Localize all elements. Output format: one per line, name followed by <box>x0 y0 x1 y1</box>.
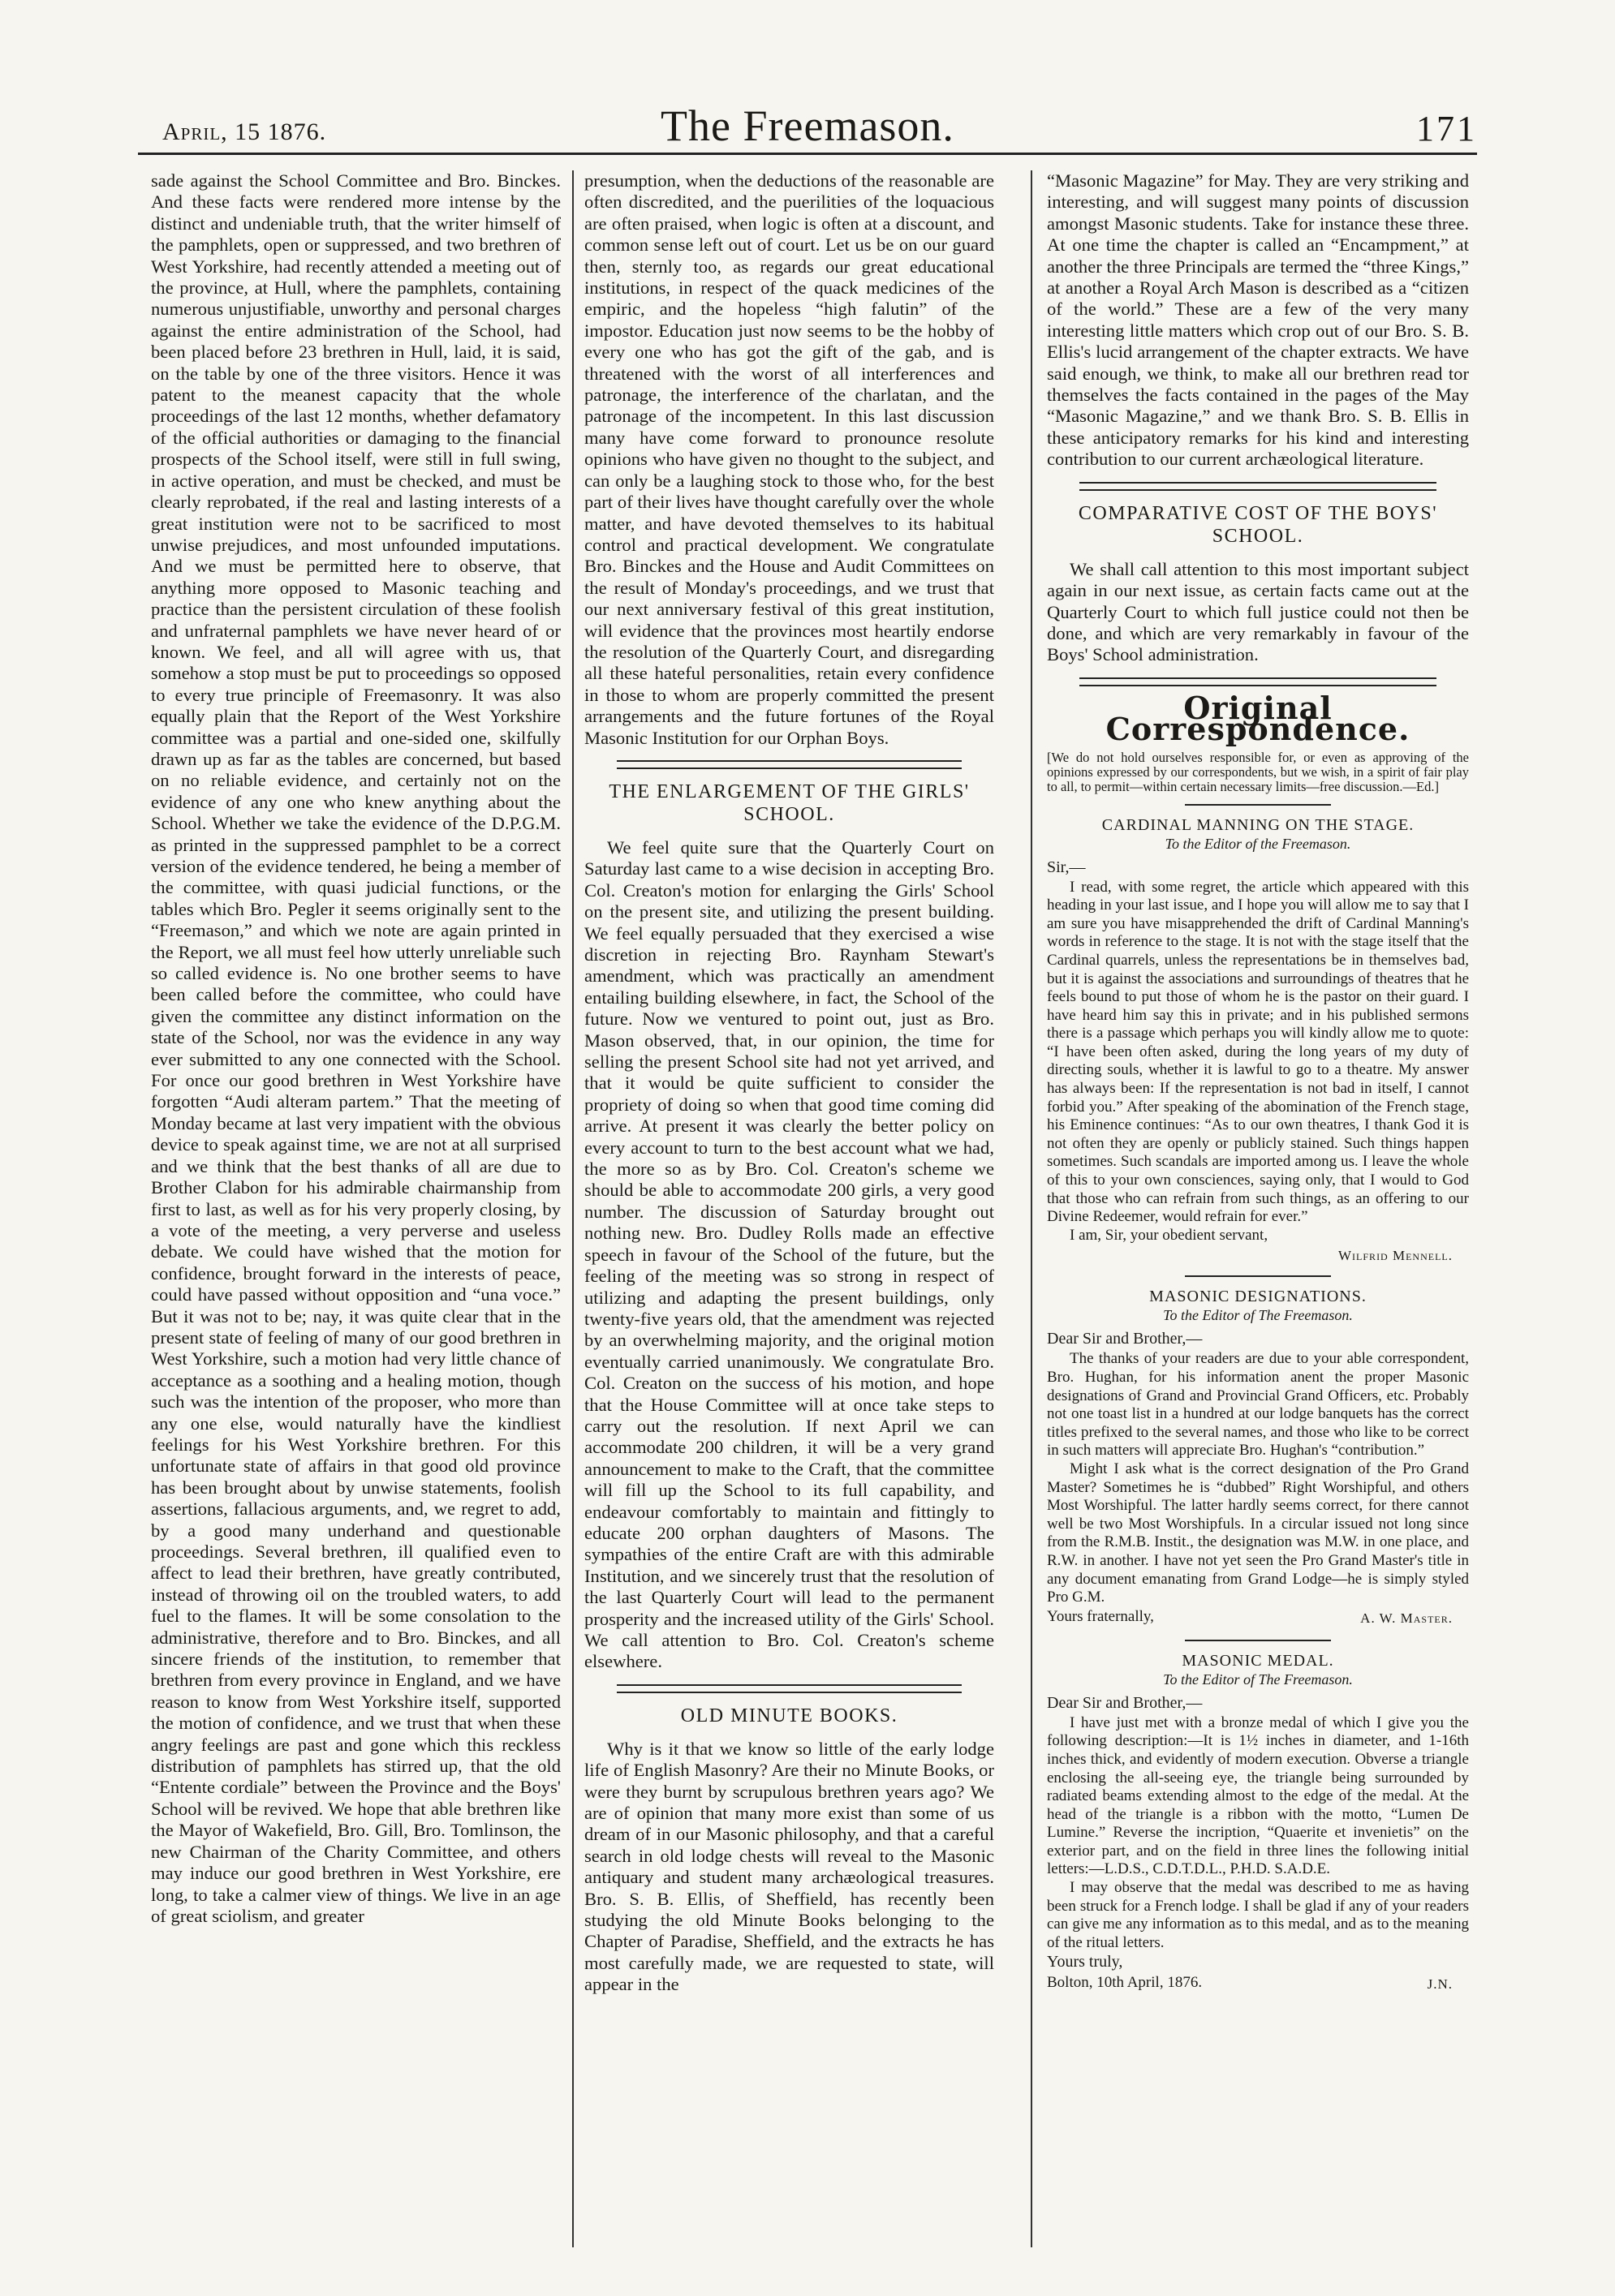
article-paragraph: We shall call attention to this most important subject again in our next issue, as certain facts came out at the Quarterly Court to which full justice could not then be done, and which are very remarkably in favour of the Boys' School administration. <box>1047 558 1469 665</box>
section-divider <box>617 760 962 769</box>
letter-signoff <box>1047 1607 1469 1630</box>
letter-addressee: To the Editor of The Freemason. <box>1163 1670 1353 1688</box>
letter-closing: Yours truly, <box>1047 1953 1123 1971</box>
headline-original-correspondence: Original Correspondence. <box>1105 689 1410 748</box>
letter-addressee: To the Editor of the Freemason. <box>1165 835 1351 852</box>
headline-girls-school: THE ENLARGEMENT OF THE GIRLS' SCHOOL. <box>609 780 970 825</box>
editor-disclaimer: [We do not hold ourselves responsible for, or even as approving of the opinions expressed by our correspondents, but we wish, in a spirit of fair play to all, to permit—within certain necessary limits—free discussion.—Ed.] <box>1047 749 1469 794</box>
letter-salutation: Dear Sir and Brother,— <box>1047 1693 1203 1712</box>
issue-date: April, 15 1876. <box>162 118 327 145</box>
letter-signature: A. W. Master. <box>1360 1610 1453 1626</box>
page-number: 171 <box>1416 109 1477 148</box>
letter-title-cardinal-manning: CARDINAL MANNING ON THE STAGE. <box>1101 815 1415 834</box>
letter-body: I may observe that the medal was described to me as having been struck for a French lodge. I shall be glad if any of your readers can give me any information as to this medal, and as to the meaning of the ritual letters. <box>1047 1879 1469 1951</box>
letter-body: Might I ask what is the correct designation of the Pro Grand Master? Sometimes he is “dubbed” Right Worshipful, and others Most Worshipful. The latter hardly seems correct, for there cannot well be two Most Worshipfuls. In a circular issued not long since from the R.M.B. Instit., the designation was M.W. in one place, and R.W. in another. I have not yet seen the Pro Grand Master's title in any document emanating from Grand Lodge—he is simply styled Pro G.M. <box>1047 1460 1469 1606</box>
masthead-title: The Freemason. <box>661 101 954 150</box>
article-paragraph: “Masonic Magazine” for May. They are very striking and interesting, and will suggest many points of discussion amongst Masonic students. Take for instance these three. At one time the chapter is called an “Encampment,” at another the three Principals are termed the “three Kings,” at another a Royal Arch Mason is described as a “citizen of the world.” These are a few of the very many interesting little matters which crop out of our Bro. S. B. Ellis's lucid arrangement of the chapter extracts. We have said enough, we think, to make all our brethren read tor themselves the facts contained in the pages of the May “Masonic Magazine,” and we thank Bro. S. B. Ellis in these anticipatory remarks for his kind and interesting contribution to our current archæological literature. <box>1047 170 1469 470</box>
short-divider <box>1185 804 1331 806</box>
column-1 <box>151 170 561 2247</box>
section-divider <box>1079 677 1436 686</box>
headline-comparative-cost: COMPARATIVE COST OF THE BOYS' SCHOOL. <box>1078 502 1438 547</box>
letter-signature: J.N. <box>1427 1976 1453 1993</box>
section-divider <box>1079 482 1436 491</box>
letter-salutation: Dear Sir and Brother,— <box>1047 1330 1203 1348</box>
column-2 <box>584 170 994 2247</box>
short-divider <box>1185 1275 1331 1277</box>
letter-signoff <box>1047 1973 1469 1996</box>
letter-closing: I am, Sir, your obedient servant, <box>1070 1226 1268 1244</box>
section-divider <box>617 1684 962 1693</box>
letter-addressee: To the Editor of The Freemason. <box>1163 1307 1353 1324</box>
letter-place-date: Bolton, 10th April, 1876. <box>1047 1974 1203 1992</box>
article-paragraph: sade against the School Committee and Bro. Binckes. And these facts were rendered more intense by the distinct and undeniable truth, that the writer himself of the pamphlets, open or suppressed, and two brethren of West Yorkshire, had recently attended a meeting out of the province, at Hull, where the pamphlets, containing numerous unjustifiable, unworthy and personal charges against the entire administration of the School, had been placed before 23 brethren in Hull, laid, it is said, on the table by one of the three visitors. Hence it was patent to the meanest capacity that the whole proceedings of the last 12 months, whether defamatory of the official authorities or damaging to the financial prospects of the School itself, were still in full swing, in active operation, and must be checked, and must be clearly reprobated, if the real and lasting interests of a great institution were not to be sacrificed to most unwise prejudices, and most unfounded imputations. And we must be permitted here to observe, that anything more opposed to Masonic teaching and practice than the persistent circulation of these foolish and unfraternal pamphlets we have never heard of or known. We feel, and all will agree with us, that somehow a stop must be put to proceedings so opposed to every true principle of Freemasonry. It was also equally plain that the Report of the West Yorkshire committee was a partial and one-sided one, skilfully drawn up as far as the tables are concerned, but based on no reliable evidence, and certainly not on the evidence of any one who knew anything about the School. Whether we take the evidence of the D.P.G.M. as printed in the suppressed pamphlet to be a correct version of the evidence tendered, he being a member of the committee, with quasi judicial functions, or the tables which Bro. Pegler it seems originally sent to the “Freemason,” and which we note are again printed in the Report, we all must feel how utterly unreliable such so called evidence is. No one brother seems to have been called before the committee, who could have given the committee any distinct information on the state of the School, nor was the evidence in any way ever submitted to any one connected with the School. For once our good brethren in West Yorkshire have forgotten “Audi alteram partem.” That the meeting of Monday became at last very impatient with the obvious device to speak against time, we are not at all surprised and we think that the best thanks of all are due to Brother Clabon for his admirable chairmanship from first to last, as well as for his very properly closing, by a vote of the meeting, a very perverse and useless debate. We could have wished that the motion for confidence, brought forward in the interests of peace, could have passed without opposition and “una voce.” But it was not to be; nay, it was quite clear that in the present state of feeling of many of our good brethren in West Yorkshire, such a motion had very little chance of acceptance as a soothing and a healing motion, though such was the intention of the proposer, who more than any one else, would naturally have the kindliest feelings for his West Yorkshire brethren. For this unfortunate state of affairs in that good old province has been brought about by unwise statements, foolish assertions, fallacious arguments, and, we regret to add, by a good many underhand and questionable proceedings. Several brethren, ill qualified even to affect to lead their brethren, have greatly contributed, instead of throwing oil on the troubled waters, to add fuel to the flames. It will be some consolation to the administrative, therefore and to Bro. Binckes, and all sincere friends of the institution, to remember that brethren from every province in England, and we have reason to know from West Yorkshire itself, supported the motion of confidence, and we trust that when these angry feelings are past and gone which this reckless distribution of pamphlets has stirred up, that the old “Entente cordiale” between the Province and the Boys' School will be revived. We hope that able brethren like the Mayor of Wakefield, Bro. Gill, Bro. Tomlinson, the new Chairman of the Charity Committee, and others may induce our good brethren in West Yorkshire, ere long, to take a calmer view of things. We live in an age of great sciolism, and greater <box>151 170 561 1926</box>
letter-body: The thanks of your readers are due to your able correspondent, Bro. Hughan, for his information anent the proper Masonic designations of Grand and Provincial Grand Officers, etc. Probably not one toast list in a hundred at our lodge banquets has the correct titles prefixed to the several names, and those who like to be correct in such matters will appreciate Bro. Hughan's “contribution.” <box>1047 1350 1469 1460</box>
column-3 <box>1047 170 1469 2247</box>
letter-title-masonic-medal: MASONIC MEDAL. <box>1182 1651 1334 1670</box>
letter-body: I read, with some regret, the article which appeared with this heading in your last issue, and I hope you will allow me to say that I am sure you have misapprehended the drift of Cardinal Manning's words in reference to the stage. It is not with the stage itself that the Cardinal quarrels, unless the representations be in themselves bad, but it is against the associations and surroundings of theatres that he feels bound to put those of whom he is the pastor on their guard. I have heard him say this in private; and in his published sermons there is a passage which perhaps you will kindly allow me to quote: “I have been often asked, during the long years of my duty of directing souls, whether it is lawful to go to a theatre. My answer has always been: If the representation is not bad in itself, I cannot forbid you.” After speaking of the abomination of the French stage, his Eminence continues: “As to our own theatres, I thank God it is not often they are openly or publicly stained. Such things happen sometimes. Such scandals are imported among us. I leave the whole of this to your own consciences, saying only, that I would to God that those who can refrain from such things, as an offering to our Divine Redeemer, would refrain for ever.” <box>1047 878 1469 1226</box>
article-paragraph: presumption, when the deductions of the reasonable are often discredited, and the puerilities of the loquacious are often praised, when logic is often at a discount, and common sense left out of court. Let us be on our guard then, sternly too, as regards our great educational institutions, in respect of the quack medicines of the empiric, and the hopeless “high falutin” of the impostor. Education just now seems to be the hobby of every one who has got the gift of the gab, and is threatened with the worst of all interferences and patronage, the interference of the charlatan, and the patronage of the incompetent. In this last discussion many have come forward to pronounce resolute opinions who have given no thought to the subject, and can only be a laughing stock to those who, for the best part of their lives have thought carefully over the whole matter, and have devoted themselves to its habitual control and practical development. We congratulate Bro. Binckes and the House and Audit Committees on the result of Monday's proceedings, and we trust that our next anniversary festival of this great institution, will evidence that the provinces most heartily endorse the resolution of the Quarterly Court, and disregarding all these hateful personalities, retain every confidence in those to whom are properly committed the present arrangements and the future fortunes of the Royal Masonic Institution for our Orphan Boys. <box>584 170 994 748</box>
letter-body: I have just met with a bronze medal of which I give you the following description:—It is 1½ inches in diameter, and 1-16th inches thick, and evidently of modern execution. Obverse a triangle enclosing the all-seeing eye, the triangle being surrounded by radiated beams extending almost to the edge of the medal. At the head of the triangle is a ribbon with the motto, “Lumen De Lumine.” Reverse the incription, “Quaerite et invenietis” on the exterior part, and on the field in three lines the following initial letters:—L.D.S., C.D.T.D.L., P.H.D. S.A.D.E. <box>1047 1713 1469 1878</box>
letter-closing: Yours fraternally, <box>1047 1607 1154 1625</box>
letter-signature: Wilfrid Mennell. <box>1338 1248 1453 1264</box>
headline-minute-books: OLD MINUTE BOOKS. <box>680 1705 898 1726</box>
page-header <box>138 101 1477 155</box>
letter-title-masonic-designations: MASONIC DESIGNATIONS. <box>1149 1288 1367 1306</box>
column-rule-right <box>1031 170 1032 2247</box>
short-divider <box>1185 1640 1331 1641</box>
letter-salutation: Sir,— <box>1047 858 1086 876</box>
article-paragraph: Why is it that we know so little of the early lodge life of English Masonry? Are their no Minute Books, or were they burnt by scrupulous brethren years ago? We are of opinion that many more exist than some of us dream of in our Masonic philosophy, and that a careful search in old lodge chests will reveal to the Masonic antiquary and student many archæological treasures. Bro. S. B. Ellis, of Sheffield, has recently been studying the old Minute Books belonging to the Chapter of Paradise, Sheffield, and the extracts he has most carefully made, we are requested to state, will appear in the <box>584 1738 994 1995</box>
article-paragraph: We feel quite sure that the Quarterly Court on Saturday last came to a wise decision in accepting Bro. Col. Creaton's motion for enlarging the Girls' School on the present site, and utilizing the present building. We feel equally persuaded that they exercised a wise discretion in rejecting Bro. Raynham Stewart's amendment, which was practically an amendment entailing building elsewhere, in fact, the School of the future. Now we ventured to point out, just as Bro. Mason observed, that, in our opinion, the time for selling the present School site had not yet arrived, and that it would be quite sufficient to consider the propriety of doing so when that good time coming did arrive. At present it was clearly the better policy on every account to turn to the best account what we had, the more so as by Bro. Col. Creaton's scheme we should be able to accommodate 200 girls, a very good number. The discussion of Saturday brought out nothing new. Bro. Dudley Rolls made an effective speech in favour of the School of the future, but the feeling of the meeting was so strong in respect of utilizing and adapting the present buildings, only twenty-five years old, that the amendment was rejected by an overwhelming majority, and the original motion eventually carried unanimously. We congratulate Bro. Col. Creaton on the success of his motion, and hope that the House Committee will at once take steps to carry out the resolution. If next April we can accommodate 200 children, it will be a very grand announcement to make to the Craft, that the committee will fill up the School to its full capability, and endeavour comfortably to maintain and fittingly to educate 200 orphan daughters of Masons. The sympathies of the entire Craft are with this admirable Institution, and we sincerely trust that the resolution of the last Quarterly Court will lead to the permanent prosperity and the increased utility of the Girls' School. We call attention to Bro. Col. Creaton's scheme elsewhere. <box>584 836 994 1672</box>
column-rule-left <box>572 170 574 2247</box>
